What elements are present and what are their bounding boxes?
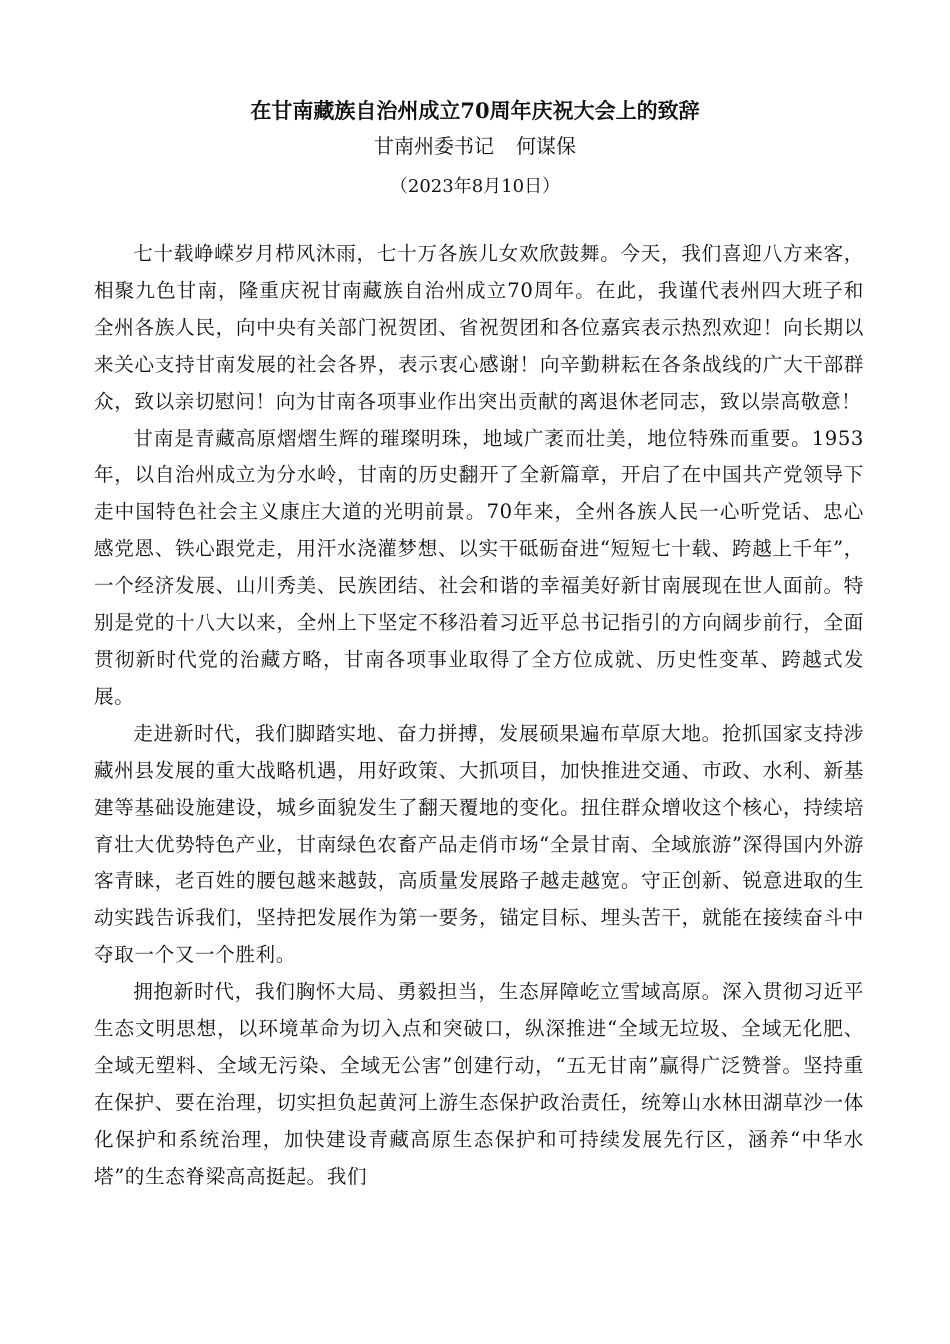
paragraph: 走进新时代，我们脚踏实地、奋力拼搏，发展硕果遍布草原大地。抢抓国家支持涉藏州县发展的重大战略机遇，用好政策、大抓项目，加快推进交通、市政、水利、新基建等基础设施建设，城乡面貌发生了翻天覆地的变化。扭住群众增收这个核心，持续培育壮大优势特色产业，甘南绿色农畜产品走俏市场“全景甘南、全域旅游”深得国内外游客青睐，老百姓的腰包越来越鼓，高质量发展路子越走越宽。守正创新、锐意进取的生动实践告诉我们，坚持把发展作为第一要务，锚定目标、埋头苦干，就能在接续奋斗中夺取一个又一个胜利。 bbox=[94, 721, 864, 967]
paragraph: 七十载峥嵘岁月栉风沐雨，七十万各族儿女欢欣鼓舞。今天，我们喜迎八方来客，相聚九色甘南，隆重庆祝甘南藏族自治州成立70周年。在此，我谨代表州四大班子和全州各族人民，向中央有关部门祝贺团、省祝贺团和各位嘉宾表示热烈欢迎！向长期以来关心支持甘南发展的社会各界，表示衷心感谢！向辛勤耕耘在各条战线的广大干部群众，致以亲切慰问！向为甘南各项事业作出突出贡献的离退休老同志，致以崇高敬意！ bbox=[94, 242, 864, 413]
author-name: 何谋保 bbox=[516, 134, 576, 158]
author-byline bbox=[0, 131, 950, 161]
paragraph: 甘南是青藏高原熠熠生辉的璀璨明珠，地域广袤而壮美，地位特殊而重要。1953年，以自治州成立为分水岭，甘南的历史翻开了全新篇章，开启了在中国共产党领导下走中国特色社会主义康庄大道的光明前景。70年来，全州各族人民一心听党话、忠心感党恩、铁心跟党走，用汗水浇灌梦想、以实干砥砺奋进“短短七十载、跨越上千年”，一个经济发展、山川秀美、民族团结、社会和谐的幸福美好新甘南展现在世人面前。特别是党的十八大以来，全州上下坚定不移沿着习近平总书记指引的方向阔步前行，全面贯彻新时代党的治藏方略，甘南各项事业取得了全方位成就、历史性变革、跨越式发展。 bbox=[94, 426, 864, 708]
document-body bbox=[94, 236, 864, 1196]
document-title: 在甘南藏族自治州成立70周年庆祝大会上的致辞 bbox=[250, 98, 700, 123]
paragraph: 拥抱新时代，我们胸怀大局、勇毅担当，生态屏障屹立雪域高原。深入贯彻习近平生态文明思想，以环境革命为切入点和突破口，纵深推进“全域无垃圾、全域无化肥、全域无塑料、全域无污染、全域无公害”创建行动，“五无甘南”赢得广泛赞誉。坚持重在保护、要在治理，切实担负起黄河上游生态保护政治责任，统筹山水林田湖草沙一体化保护和系统治理，加快建设青藏高原生态保护和可持续发展先行区，涵养“中华水塔”的生态脊梁高高挺起。我们 bbox=[94, 980, 864, 1188]
author-role: 甘南州委书记 bbox=[374, 134, 494, 158]
speech-date: （2023年8月10日） bbox=[389, 176, 561, 197]
